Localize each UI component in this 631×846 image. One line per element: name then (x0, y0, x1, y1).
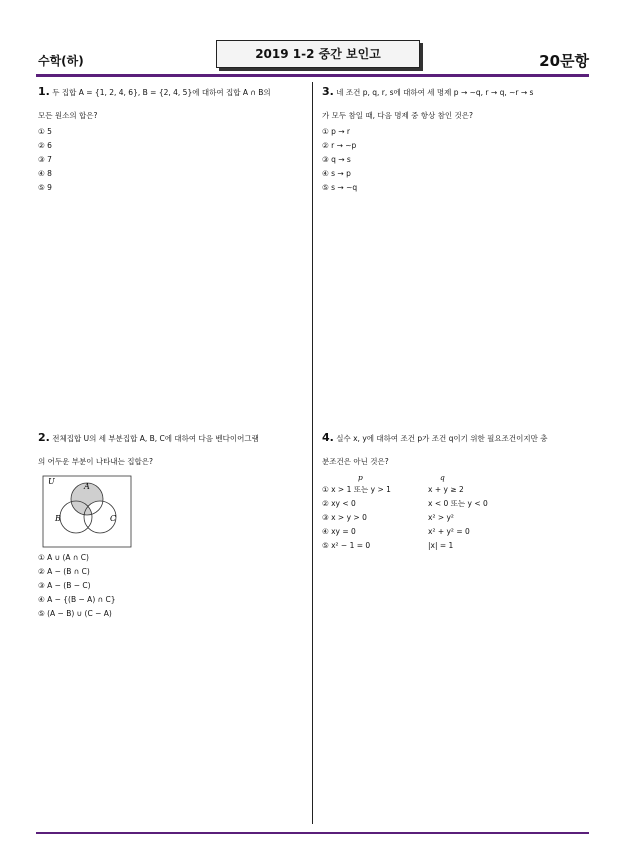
choice-table-header (322, 471, 590, 483)
choice-2[interactable]: ② A − (B ∩ C) (38, 567, 90, 576)
question-3 (322, 85, 590, 195)
choice-2[interactable] (322, 497, 590, 511)
question-stem: 네 조건 p, q, r, s에 대하여 세 명제 p → ~q, r → q, ~r → s (336, 88, 534, 97)
footer-rule (36, 832, 589, 834)
label-u: U (48, 477, 55, 486)
label-b: B (55, 514, 61, 523)
choice-p: ③ x > y > 0 (322, 513, 367, 522)
choice-list (38, 551, 306, 621)
choice-3[interactable]: ③ A − (B − C) (38, 581, 91, 590)
question-stem: 실수 x, y에 대하여 조건 p가 조건 q이기 위한 필요조건이지만 충 (336, 434, 548, 443)
question-1 (38, 85, 306, 195)
choice-5[interactable]: ⑤ (A − B) ∪ (C − A) (38, 609, 112, 618)
question-2 (38, 431, 306, 621)
choice-3[interactable] (322, 511, 590, 525)
choice-p: ② xy < 0 (322, 499, 356, 508)
choice-1[interactable]: ① p → r (322, 127, 351, 136)
choice-1[interactable]: ① A ∪ (A ∩ C) (38, 553, 89, 562)
question-stem-cont: 분조건은 아닌 것은? (322, 457, 389, 466)
question-number: 2. (38, 431, 50, 444)
choice-q: x + y ≥ 2 (428, 485, 464, 494)
choice-q: x² > y² (428, 513, 454, 522)
choice-q: x² + y² = 0 (428, 527, 470, 536)
label-c: C (110, 514, 117, 523)
choice-3[interactable]: ③ q → s (322, 155, 351, 164)
choice-5[interactable]: ⑤ 9 (38, 183, 52, 192)
question-number: 1. (38, 85, 50, 98)
venn-diagram (42, 473, 132, 549)
question-count: 20문항 (539, 52, 589, 70)
question-4 (322, 431, 590, 553)
label-a: A (84, 482, 90, 491)
question-stem-cont: 모든 원소의 합은? (38, 111, 98, 120)
choice-p: ④ xy = 0 (322, 527, 356, 536)
question-stem-cont: 가 모두 참일 때, 다음 명제 중 항상 참인 것은? (322, 111, 473, 120)
question-stem: 전체집합 U의 세 부분집합 A, B, C에 대하여 다음 벤다이어그램 (52, 434, 259, 443)
choice-1[interactable]: ① 5 (38, 127, 52, 136)
subject-label: 수학(하) (38, 54, 84, 68)
choice-4[interactable] (322, 525, 590, 539)
choice-3[interactable]: ③ 7 (38, 155, 52, 164)
choice-p: ⑤ x² − 1 = 0 (322, 541, 371, 550)
choice-list (38, 125, 306, 195)
choice-4[interactable]: ④ s → p (322, 169, 351, 178)
header-rule (36, 74, 589, 77)
question-number: 4. (322, 431, 334, 444)
column-divider (312, 82, 313, 824)
exam-title: 2019 1-2 중간 보인고 (216, 40, 420, 68)
choice-list (322, 125, 590, 195)
choice-2[interactable]: ② 6 (38, 141, 52, 150)
choice-4[interactable]: ④ 8 (38, 169, 52, 178)
choice-q: x < 0 또는 y < 0 (428, 499, 488, 508)
choice-5[interactable]: ⑤ s → ~q (322, 183, 358, 192)
question-stem: 두 집합 A = {1, 2, 4, 6}, B = {2, 4, 5}에 대하여 집합 A ∩ B의 (52, 88, 271, 97)
choice-4[interactable]: ④ A − {(B − A) ∩ C} (38, 595, 116, 604)
header-q: q (440, 473, 445, 482)
question-stem-cont: 의 어두운 부분이 나타내는 집합은? (38, 457, 153, 466)
header-p: p (358, 473, 363, 482)
choice-1[interactable] (322, 483, 590, 497)
question-number: 3. (322, 85, 334, 98)
choice-5[interactable] (322, 539, 590, 553)
choice-2[interactable]: ② r → ~p (322, 141, 357, 150)
choice-q: |x| = 1 (428, 541, 454, 550)
choice-p: ① x > 1 또는 y > 1 (322, 485, 391, 494)
